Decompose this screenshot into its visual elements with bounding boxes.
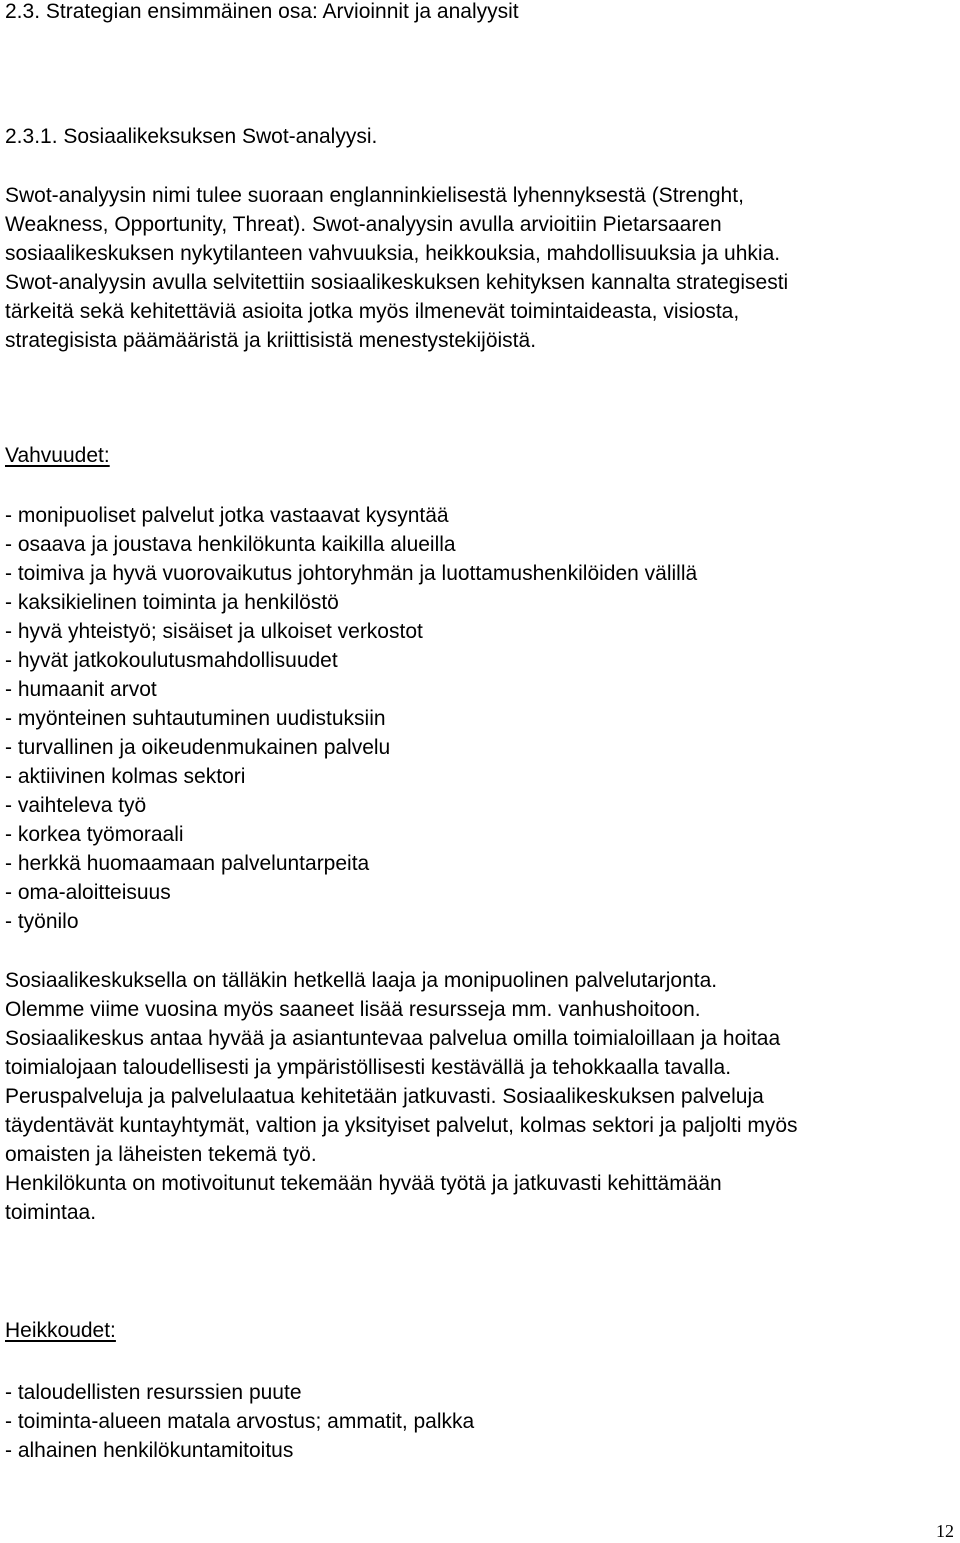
summary-line: omaisten ja läheisten tekemä työ. — [5, 1143, 317, 1166]
intro-line: strategisista päämääristä ja kriittisistä menestystekijöistä. — [5, 329, 537, 352]
page-number: 12 — [936, 1521, 954, 1541]
list-item: - turvallinen ja oikeudenmukainen palvelu — [5, 736, 391, 759]
list-item: - aktiivinen kolmas sektori — [5, 765, 246, 788]
list-item: - työnilo — [5, 910, 79, 933]
strengths-heading — [5, 441, 956, 470]
section-title — [5, 0, 956, 26]
list-item: - toiminta-alueen matala arvostus; ammatit, palkka — [5, 1410, 475, 1433]
summary-line: toimintaa. — [5, 1201, 97, 1224]
summary-line: toimialojaan taloudellisesti ja ympäristöllisesti kestävällä ja tehokkaalla tavalla. — [5, 1056, 732, 1079]
list-item: - korkea työmoraali — [5, 823, 184, 846]
summary-line: Henkilökunta on motivoitunut tekemään hyvää työtä ja jatkuvasti kehittämään — [5, 1172, 722, 1195]
weaknesses-list — [5, 1378, 956, 1465]
list-item: - alhainen henkilökuntamitoitus — [5, 1439, 294, 1462]
list-item: - taloudellisten resurssien puute — [5, 1381, 302, 1404]
intro-line: sosiaalikeskuksen nykytilanteen vahvuuksia, heikkouksia, mahdollisuuksia ja uhkia. — [5, 242, 781, 265]
strengths-summary — [5, 966, 956, 1227]
list-item: - osaava ja joustava henkilökunta kaikilla alueilla — [5, 533, 456, 556]
summary-line: Sosiaalikeskus antaa hyvää ja asiantuntevaa palvelua omilla toimialoillaan ja hoitaa — [5, 1027, 781, 1050]
list-item: - humaanit arvot — [5, 678, 157, 701]
intro-line: tärkeitä sekä kehitettäviä asioita jotka myös ilmenevät toimintaideasta, visiosta, — [5, 300, 740, 323]
list-item: - myönteinen suhtautuminen uudistuksiin — [5, 707, 386, 730]
summary-line: Peruspalveluja ja palvelulaatua kehitetään jatkuvasti. Sosiaalikeskuksen palveluja — [5, 1085, 764, 1108]
intro-paragraph — [5, 181, 956, 355]
list-item: - hyvät jatkokoulutusmahdollisuudet — [5, 649, 338, 672]
strengths-heading-text: Vahvuudet: — [5, 444, 110, 467]
summary-line: Sosiaalikeskuksella on tälläkin hetkellä laaja ja monipuolinen palvelutarjonta. — [5, 969, 718, 992]
summary-line: täydentävät kuntayhtymät, valtion ja yksityiset palvelut, kolmas sektori ja paljolti myös — [5, 1114, 798, 1137]
list-item: - hyvä yhteistyö; sisäiset ja ulkoiset verkostot — [5, 620, 423, 643]
list-item: - toimiva ja hyvä vuorovaikutus johtoryhmän ja luottamushenkilöiden välillä — [5, 562, 698, 585]
list-item: - herkkä huomaamaan palveluntarpeita — [5, 852, 370, 875]
summary-line: Olemme viime vuosina myös saaneet lisää resursseja mm. vanhushoitoon. — [5, 998, 701, 1021]
list-item: - vaihteleva työ — [5, 794, 147, 817]
subsection-title — [5, 122, 956, 151]
list-item: - monipuoliset palvelut jotka vastaavat kysyntää — [5, 504, 449, 527]
intro-line: Swot-analyysin nimi tulee suoraan englanninkielisestä lyhennyksestä (Strenght, — [5, 184, 744, 207]
list-item: - oma-aloitteisuus — [5, 881, 171, 904]
intro-line: Swot-analyysin avulla selvitettiin sosiaalikeskuksen kehityksen kannalta strategisesti — [5, 271, 789, 294]
weaknesses-heading — [5, 1316, 956, 1345]
list-item: - kaksikielinen toiminta ja henkilöstö — [5, 591, 339, 614]
section-title-text: 2.3. Strategian ensimmäinen osa: Arvioinnit ja analyysit — [5, 0, 519, 23]
strengths-list — [5, 501, 956, 936]
intro-line: Weakness, Opportunity, Threat). Swot-analyysin avulla arvioitiin Pietarsaaren — [5, 213, 722, 236]
weaknesses-heading-text: Heikkoudet: — [5, 1319, 116, 1342]
subsection-title-text: 2.3.1. Sosiaalikeksuksen Swot-analyysi. — [5, 125, 378, 148]
